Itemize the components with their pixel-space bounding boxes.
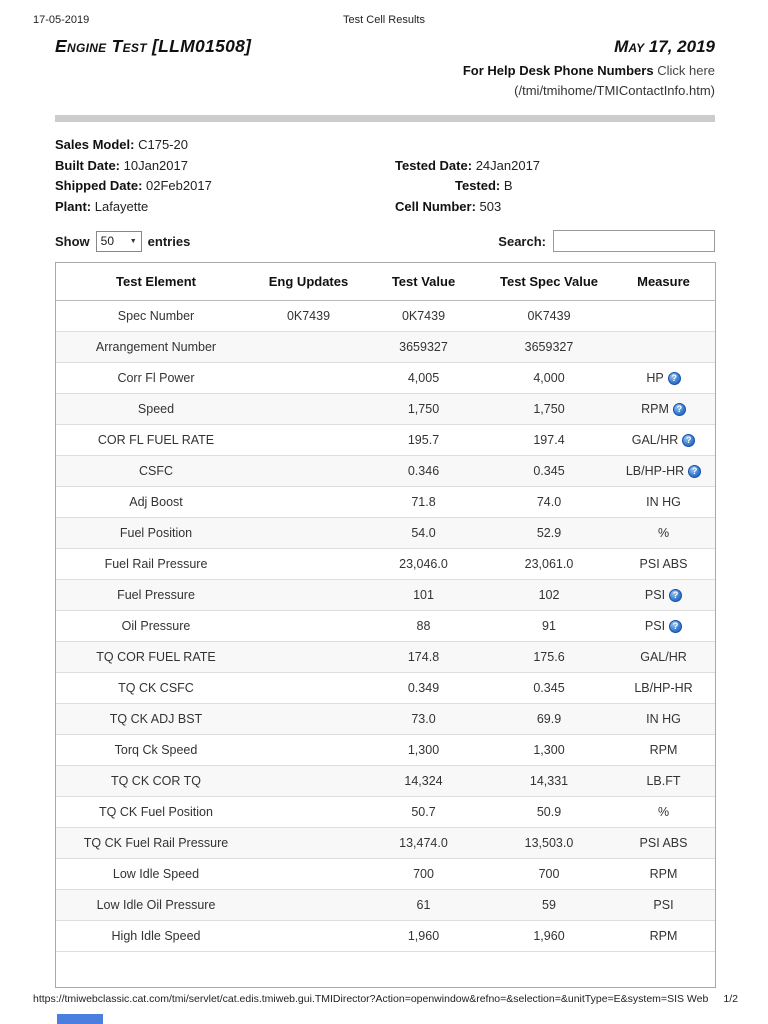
cell-number-value: 503	[479, 198, 502, 214]
measure-unit: LB/HP-HR	[634, 681, 693, 695]
report-date: May 17, 2019	[614, 37, 715, 56]
measure-unit: PSI	[653, 898, 674, 912]
test-spec-value-cell: 102	[538, 588, 560, 602]
test-element-cell: Adj Boost	[129, 495, 183, 509]
test-element-cell: Oil Pressure	[121, 619, 191, 633]
page-size-select[interactable]	[96, 231, 142, 252]
measure-unit: IN HG	[646, 712, 681, 726]
measure-cell	[612, 929, 715, 943]
column-header-measure: Measure	[637, 274, 690, 289]
table-row	[56, 363, 715, 394]
table-row	[56, 394, 715, 425]
test-spec-value-cell: 0.345	[533, 681, 565, 695]
tested-label: Tested:	[455, 178, 501, 193]
test-spec-value-cell: 23,061.0	[524, 557, 574, 571]
test-element-cell: Low Idle Speed	[112, 867, 200, 881]
title-row	[55, 36, 715, 57]
table-row	[56, 797, 715, 828]
test-spec-value-cell: 1,300	[533, 743, 565, 757]
test-spec-value-cell: 0.345	[533, 464, 565, 478]
test-element-cell: Corr Fl Power	[117, 371, 195, 385]
measure-unit: RPM	[649, 867, 678, 881]
table-header-row	[56, 263, 715, 301]
help-icon[interactable]: ?	[668, 372, 681, 385]
page-number: 1/2	[723, 993, 738, 1005]
test-spec-value-cell: 0K7439	[527, 309, 571, 323]
help-desk-label: For Help Desk Phone Numbers	[462, 63, 654, 78]
help-desk-line	[55, 63, 715, 78]
test-spec-value-cell: 700	[538, 867, 560, 881]
measure-unit: RPM	[649, 929, 678, 943]
table-row	[56, 580, 715, 611]
table-row	[56, 425, 715, 456]
test-value-cell: 23,046.0	[399, 557, 448, 571]
test-spec-value-cell: 197.4	[533, 433, 565, 447]
test-value-cell: 73.0	[411, 712, 436, 726]
measure-unit: LB/HP-HR	[625, 464, 685, 478]
test-element-cell: TQ COR FUEL RATE	[96, 650, 216, 664]
test-value-cell: 1,300	[407, 743, 440, 757]
bottom-left-blue-bar	[57, 1014, 103, 1024]
page-size-value: 50	[100, 234, 115, 248]
test-value-cell: 700	[413, 867, 434, 881]
test-value-cell: 61	[416, 898, 431, 912]
measure-cell	[612, 309, 715, 323]
column-header-test-value: Test Value	[391, 274, 456, 289]
plant-label: Plant:	[55, 198, 92, 214]
table-row	[56, 766, 715, 797]
search-group	[498, 230, 715, 252]
page-title: Engine Test [LLM01508]	[55, 36, 252, 56]
test-value-cell: 0K7439	[401, 309, 446, 323]
measure-cell	[612, 898, 715, 912]
test-spec-value-cell: 69.9	[536, 712, 562, 726]
table-row	[56, 921, 715, 952]
tested-date-value: 24Jan2017	[475, 157, 541, 173]
table-row	[56, 859, 715, 890]
measure-cell	[612, 712, 715, 726]
column-header-test-spec-value: Test Spec Value	[499, 274, 599, 289]
measure-cell	[612, 433, 715, 447]
test-value-cell: 4,005	[407, 371, 440, 385]
test-element-cell: COR FL FUEL RATE	[97, 433, 215, 447]
table-row	[56, 518, 715, 549]
sales-model-value: C175-20	[138, 137, 188, 152]
table-row	[56, 487, 715, 518]
show-label: Show	[55, 233, 90, 249]
measure-unit: IN HG	[646, 495, 681, 509]
test-value-cell: 174.8	[407, 650, 440, 664]
measure-unit: PSI ABS	[639, 836, 688, 850]
test-element-cell: TQ CK Fuel Position	[99, 805, 213, 819]
built-date-label: Built Date:	[55, 157, 120, 173]
help-icon[interactable]: ?	[669, 589, 682, 602]
show-entries-group	[55, 231, 190, 252]
print-page-title: Test Cell Results	[343, 14, 425, 26]
measure-cell	[612, 526, 715, 540]
shipped-date-label: Shipped Date:	[55, 178, 143, 193]
measure-cell	[612, 867, 715, 881]
table-controls	[55, 230, 715, 252]
help-icon[interactable]: ?	[682, 434, 695, 447]
test-element-cell: TQ CK ADJ BST	[109, 712, 203, 726]
table-row	[56, 301, 715, 332]
measure-unit: PSI	[644, 588, 666, 602]
test-spec-value-cell: 74.0	[536, 495, 562, 509]
test-value-cell: 54.0	[411, 526, 436, 540]
help-desk-link[interactable]: Click here	[657, 63, 715, 78]
tested-date-label: Tested Date:	[395, 157, 473, 173]
test-spec-value-cell: 175.6	[533, 650, 565, 664]
measure-cell	[612, 371, 715, 385]
measure-cell	[612, 774, 715, 788]
table-row	[56, 828, 715, 859]
test-spec-value-cell: 52.9	[536, 526, 562, 540]
test-value-cell: 1,960	[407, 929, 440, 943]
test-value-cell: 101	[413, 588, 434, 602]
measure-cell	[612, 464, 715, 478]
test-element-cell: Fuel Position	[119, 526, 193, 540]
table-row	[56, 611, 715, 642]
test-spec-value-cell: 50.9	[536, 805, 562, 819]
table-row	[56, 642, 715, 673]
test-value-cell: 14,324	[404, 774, 443, 788]
test-spec-value-cell: 14,331	[529, 774, 569, 788]
measure-cell	[612, 743, 715, 757]
test-element-cell: Fuel Rail Pressure	[104, 557, 208, 571]
table-row	[56, 673, 715, 704]
test-value-cell: 0.349	[407, 681, 440, 695]
built-date-value: 10Jan2017	[123, 157, 188, 173]
footer-url: https://tmiwebclassic.cat.com/tmi/servlet/cat.edis.tmiweb.gui.TMIDirector?Action=openwindow&refno=&selection=&unitType=E&system=SIS Web	[33, 993, 709, 1005]
test-value-cell: 71.8	[411, 495, 436, 509]
plant-value: Lafayette	[94, 198, 149, 214]
measure-unit: HP	[646, 371, 664, 385]
engine-info-block	[55, 135, 715, 217]
measure-cell	[612, 340, 715, 354]
table-row	[56, 704, 715, 735]
search-input[interactable]	[553, 230, 715, 252]
divider-bar	[55, 115, 715, 122]
test-spec-value-cell: 1,750	[533, 402, 565, 416]
test-element-cell: Fuel Pressure	[117, 588, 195, 602]
table-row	[56, 890, 715, 921]
measure-cell	[612, 650, 715, 664]
measure-cell	[612, 402, 715, 416]
sales-model-label: Sales Model:	[55, 137, 135, 152]
test-value-cell: 0.346	[407, 464, 440, 478]
measure-unit: PSI	[644, 619, 666, 633]
chevron-down-icon: ▼	[129, 237, 137, 245]
test-value-cell: 1,750	[407, 402, 440, 416]
test-element-cell: TQ CK Fuel Rail Pressure	[83, 836, 229, 850]
print-date: 17-05-2019	[33, 14, 90, 26]
test-value-cell: 50.7	[411, 805, 436, 819]
test-element-cell: Speed	[137, 402, 175, 416]
table-row	[56, 332, 715, 363]
measure-unit: PSI ABS	[639, 557, 688, 571]
help-icon[interactable]: ?	[669, 620, 682, 633]
measure-unit: RPM	[649, 743, 678, 757]
table-row	[56, 735, 715, 766]
table-body	[56, 301, 715, 952]
test-spec-value-cell: 13,503.0	[524, 836, 574, 850]
test-element-cell: CSFC	[138, 464, 174, 478]
measure-unit: LB.FT	[646, 774, 681, 788]
entries-label: entries	[147, 233, 191, 249]
test-spec-value-cell: 91	[542, 619, 556, 633]
measure-cell	[612, 495, 715, 509]
measure-unit: GAL/HR	[640, 650, 687, 664]
print-footer	[33, 993, 738, 1005]
shipped-date-value: 02Feb2017	[146, 178, 212, 193]
help-icon[interactable]: ?	[673, 403, 686, 416]
measure-cell	[612, 681, 715, 695]
test-spec-value-cell: 1,960	[533, 929, 565, 943]
test-value-cell: 88	[416, 619, 431, 633]
column-header-test-element: Test Element	[116, 274, 196, 289]
print-header	[33, 14, 735, 26]
column-header-eng-updates: Eng Updates	[268, 274, 349, 289]
test-element-cell: Spec Number	[117, 309, 195, 323]
test-value-cell: 13,474.0	[399, 836, 448, 850]
test-element-cell: TQ CK CSFC	[118, 681, 194, 695]
test-spec-value-cell: 3659327	[524, 340, 574, 354]
measure-unit: GAL/HR	[631, 433, 679, 447]
measure-cell	[612, 805, 715, 819]
tested-value: B	[503, 178, 513, 193]
eng-updates-cell: 0K7439	[286, 309, 331, 323]
test-element-cell: Torq Ck Speed	[114, 743, 198, 757]
table-row	[56, 456, 715, 487]
measure-cell	[612, 588, 715, 602]
help-icon[interactable]: ?	[688, 465, 701, 478]
test-spec-value-cell: 4,000	[533, 371, 565, 385]
test-element-cell: Arrangement Number	[95, 340, 217, 354]
test-value-cell: 3659327	[399, 340, 448, 354]
measure-cell	[612, 619, 715, 633]
test-element-cell: TQ CK COR TQ	[110, 774, 202, 788]
measure-cell	[612, 836, 715, 850]
help-desk-url: (/tmi/tmihome/TMIContactInfo.htm)	[514, 83, 715, 98]
test-element-cell: Low Idle Oil Pressure	[96, 898, 216, 912]
test-spec-value-cell: 59	[542, 898, 556, 912]
measure-unit: %	[657, 805, 670, 819]
search-label: Search:	[498, 233, 546, 249]
results-table	[55, 262, 716, 988]
measure-unit: %	[657, 526, 670, 540]
measure-cell	[612, 557, 715, 571]
test-element-cell: High Idle Speed	[111, 929, 201, 943]
cell-number-label: Cell Number:	[395, 198, 476, 214]
test-value-cell: 195.7	[407, 433, 440, 447]
table-row	[56, 549, 715, 580]
measure-unit: RPM	[641, 402, 669, 416]
